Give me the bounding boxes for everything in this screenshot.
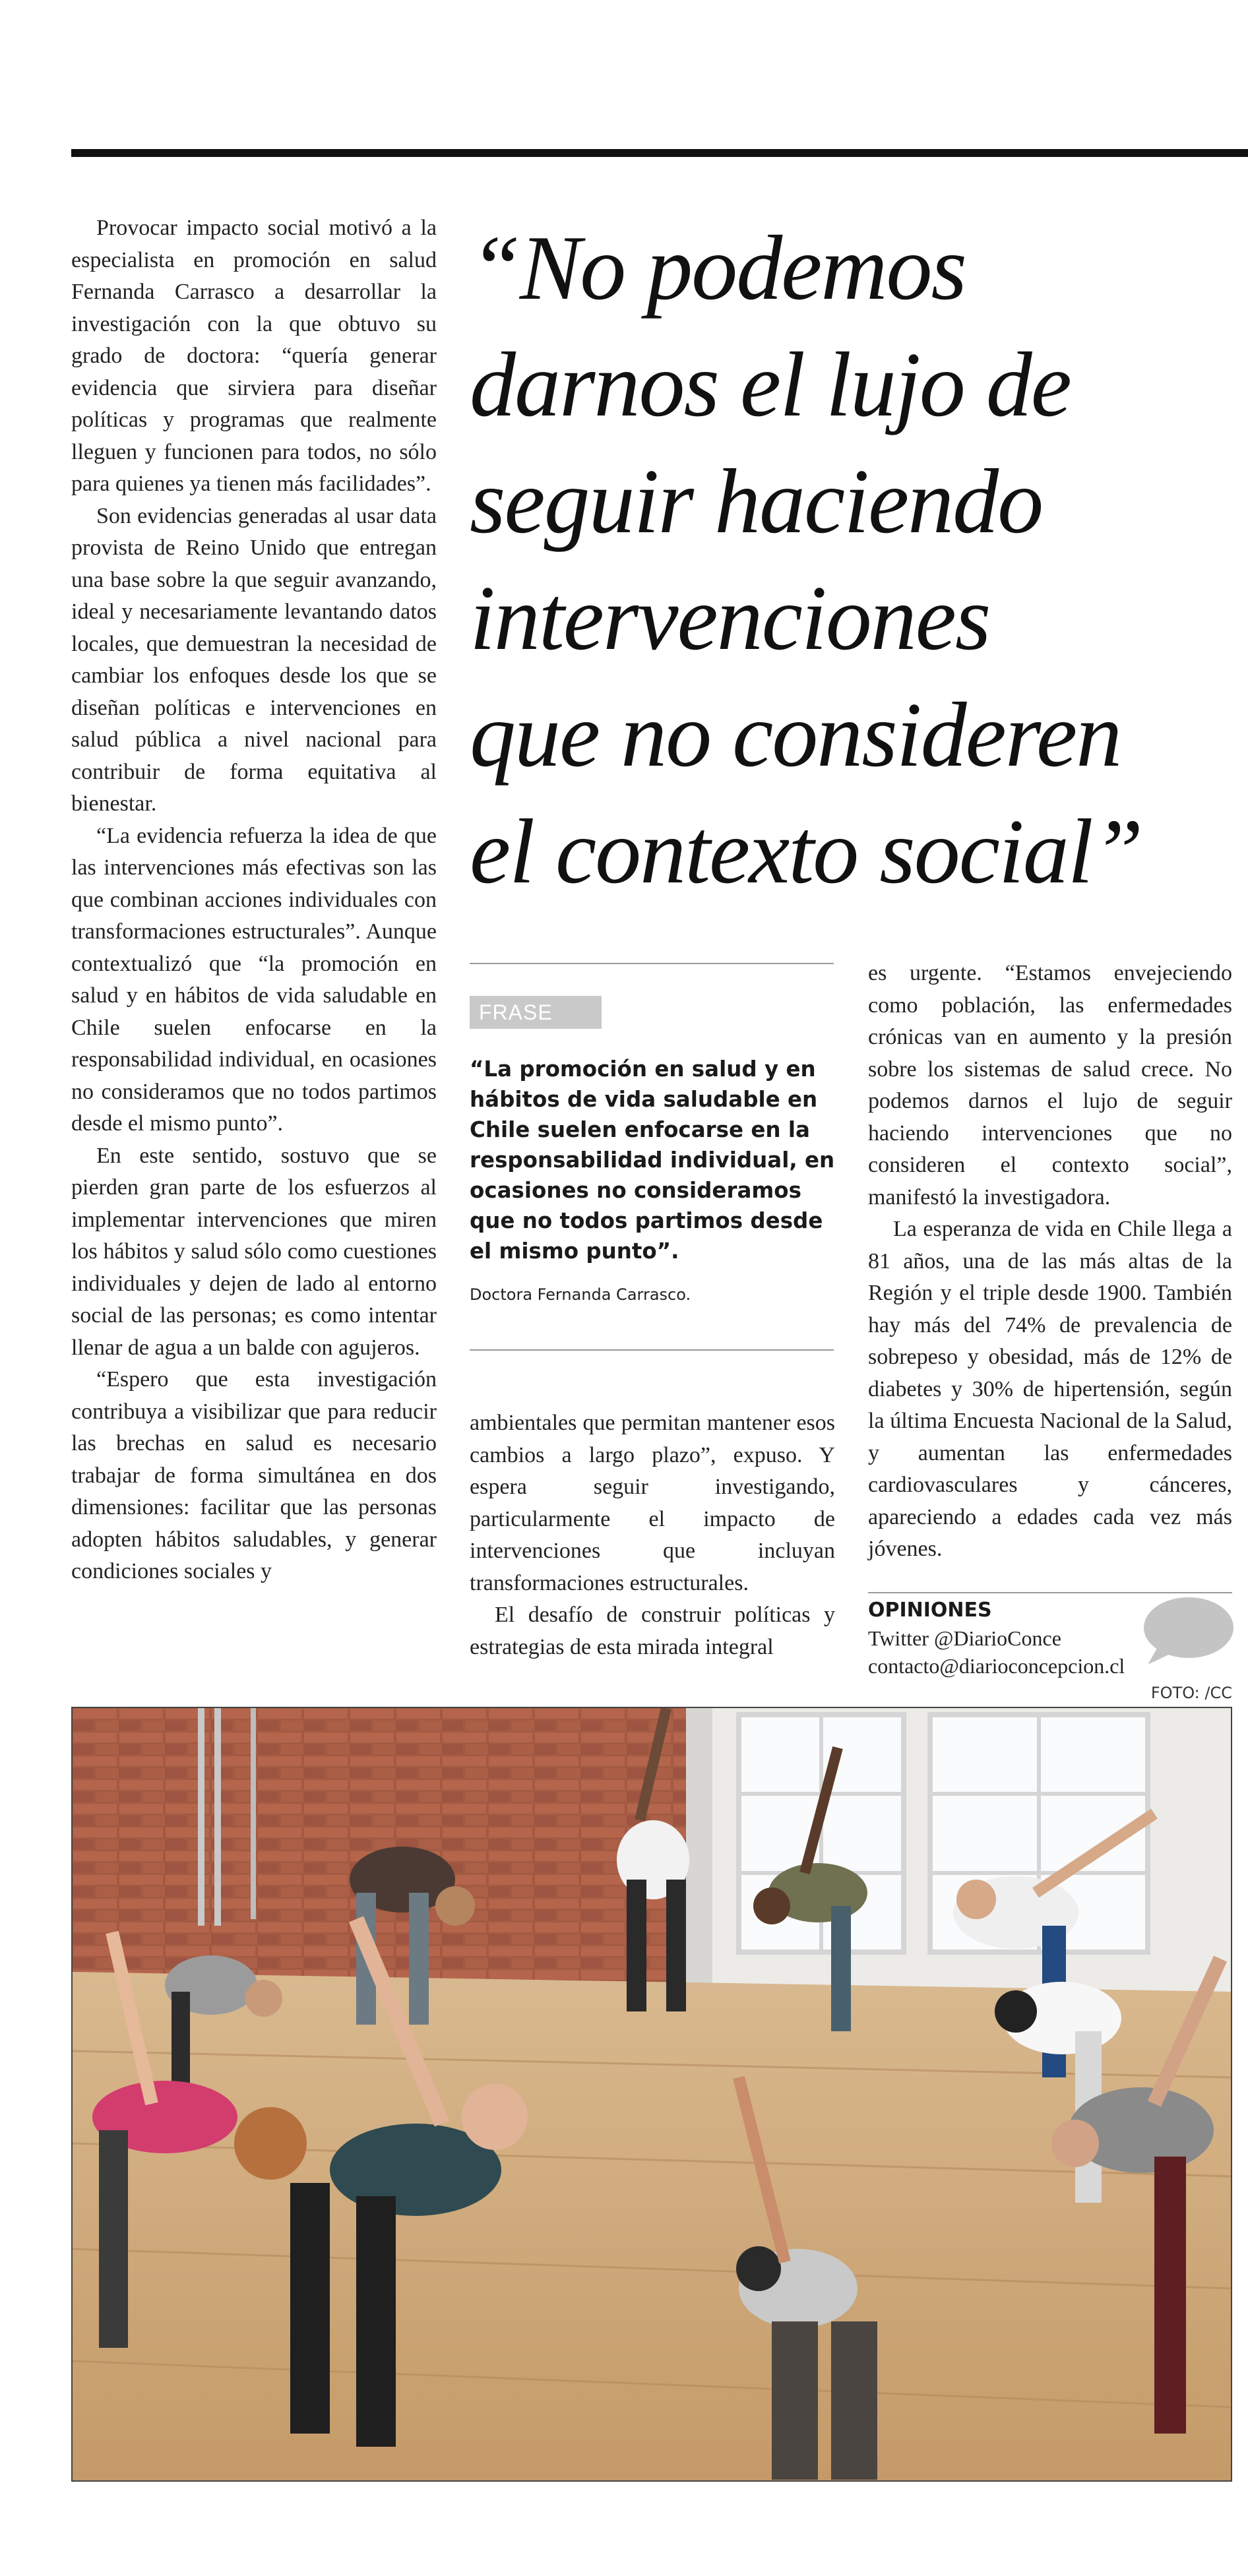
exercise-class-illustration: [73, 1708, 1231, 2480]
frase-rule-bottom: [470, 1349, 834, 1351]
top-rule: [71, 149, 1248, 157]
paragraph: “La evidencia refuerza la idea de que las intervenciones más efectivas son las que combinan acciones individuales con transformaciones estructurales”. Aunque contextualizó que “la promoción en salud y en hábitos de vida saludable en Chile suelen enfocarse en la responsabilidad individual, en ocasiones no consideramos que no todos partimos desde el mismo punto”.: [71, 823, 437, 1136]
paragraph: es urgente. “Estamos envejeciendo como población, las enfermedades crónicas van en aumento y la presión sobre los sistemas de salud crece. No podemos darnos el lujo de seguir haciendo intervenciones que no consideren el contexto social”, manifestó la investigadora.: [868, 961, 1232, 1210]
article-column-2: [470, 1407, 835, 1663]
frase-rule-top: [470, 963, 834, 964]
pull-quote-line: “No podemos: [470, 217, 966, 319]
pull-quote-line: darnos el lujo de: [470, 334, 1071, 436]
article-column-3: [868, 958, 1232, 1566]
article-column-1: [71, 212, 437, 1588]
pull-quote-line: el contexto social”: [470, 801, 1142, 903]
frase-tag: FRASE: [470, 996, 602, 1029]
paragraph: En este sentido, sostuvo que se pierden gran parte de los esfuerzos al implementar intervenciones que miren los hábitos y salud sólo como cuestiones individuales y dejen de lado al entorno social de las personas; es como intentar llenar de agua a un balde con agujeros.: [71, 1143, 437, 1360]
opiniones-twitter[interactable]: Twitter @DiarioConce: [868, 1626, 1061, 1650]
pull-quote-line: seguir haciendo: [470, 450, 1043, 553]
pull-quote: [470, 210, 1248, 910]
paragraph: La esperanza de vida en Chile llega a 81 años, una de las más altas de la Región y el triple desde 1900. También hay más del 74% de prevalencia de sobrepeso y obesidad, más de 12% de diabetes y 30% de hipertensión, según la última Encuesta Nacional de la Salud, y aumentan las enfermedades cardiovasculares y cánceres, apareciendo a edades cada vez más jóvenes.: [868, 1217, 1232, 1561]
paragraph: El desafío de construir políticas y estrategias de esta mirada integral: [470, 1603, 835, 1659]
frase-text: “La promoción en salud y en hábitos de vida saludable en Chile suelen enfocarse en la responsabilidad individual, en ocasiones no consideramos que no todos partimos desde el mismo punto”.: [470, 1057, 835, 1264]
pull-quote-line: que no consideren: [470, 684, 1121, 786]
photo-credit: FOTO: /CC: [1150, 1684, 1232, 1702]
article-photo: [71, 1707, 1232, 2482]
opiniones-title: OPINIONES: [868, 1599, 992, 1622]
opiniones-rule: [868, 1592, 1232, 1593]
paragraph: ambientales que permitan mantener esos cambios a largo plazo”, expuso. Y espera seguir investigando, particularmente el impacto de intervenciones que incluyan transformaciones estructurales.: [470, 1411, 835, 1595]
paragraph: “Espero que esta investigación contribuya a visibilizar que para reducir las brechas en salud es necesario trabajar de forma simultánea en dos dimensiones: facilitar que las personas adopten hábitos saludables, y generar condiciones sociales y: [71, 1367, 437, 1583]
opiniones-email[interactable]: contacto@diarioconcepcion.cl: [868, 1654, 1125, 1678]
speech-bubble-icon: [1139, 1595, 1235, 1667]
paragraph: Provocar impacto social motivó a la especialista en promoción en salud Fernanda Carrasco a desarrollar la investigación con la que obtuvo su grado de doctora: “quería generar evidencia que sirviera para diseñar políticas y programas que realmente lleguen y funcionen para todos, no sólo para quienes ya tienen más facilidades”.: [71, 216, 437, 496]
pull-quote-line: intervenciones: [470, 567, 990, 669]
paragraph: Son evidencias generadas al usar data provista de Reino Unido que entregan una base sobre la que seguir avanzando, ideal y necesariamente levantando datos locales, que demuestran la necesidad de cambiar los enfoques desde los que se diseñan políticas e intervenciones en salud pública a nivel nacional para contribuir de forma equitativa al bienestar.: [71, 503, 437, 816]
frase-author: Doctora Fernanda Carrasco.: [470, 1285, 691, 1304]
